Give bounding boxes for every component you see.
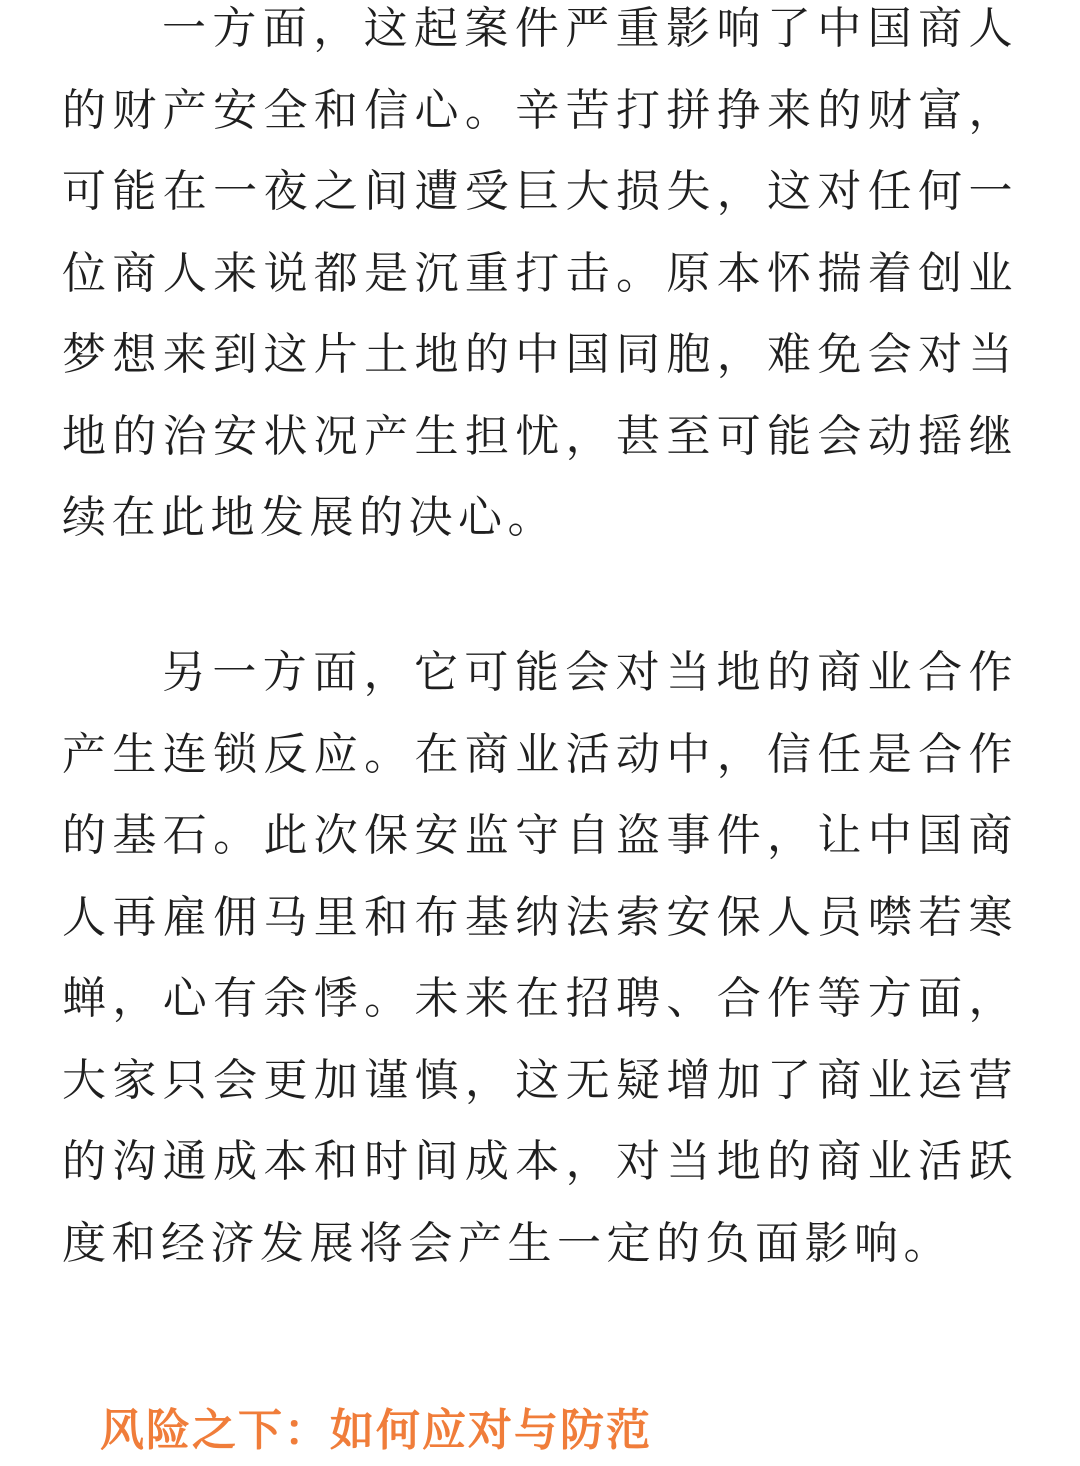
section-heading: 风险之下：如何应对与防范 bbox=[100, 1405, 652, 1456]
paragraph-impact-on-cooperation: 另一方面，它可能会对当地的商业合作产生连锁反应。在商业活动中，信任是合作的基石。此次保安监守自盗事件，让中国商人再雇佣马里和布基纳法索安保人员噤若寒蝉，心有余悸。未来在招聘、合作等方面，大家只会更加谨慎，这无疑增加了商业运营的沟通成本和时间成本，对当地的商业活跃度和经济发展将会产生一定的负面影响。 bbox=[62, 647, 1018, 1269]
paragraph-impact-on-merchants: 一方面，这起案件严重影响了中国商人的财产安全和信心。辛苦打拼挣来的财富，可能在一夜之间遭受巨大损失，这对任何一位商人来说都是沉重打击。原本怀揣着创业梦想来到这片土地的中国同胞，难免会对当地的治安状况产生担忧，甚至可能会动摇继续在此地发展的决心。 bbox=[62, 3, 1018, 543]
